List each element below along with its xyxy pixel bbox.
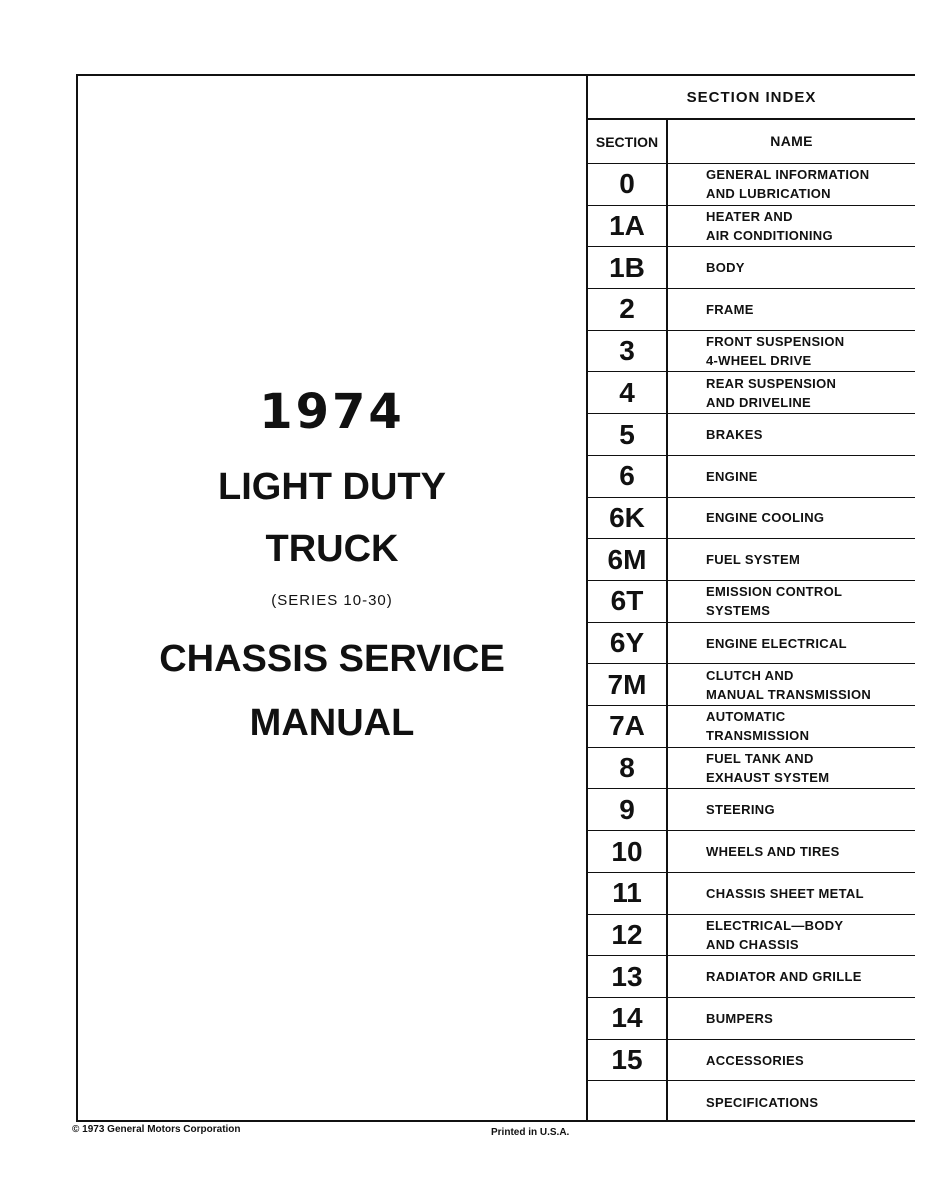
section-name: EMISSION CONTROL SYSTEMS bbox=[706, 584, 843, 619]
section-number: 15 bbox=[611, 1044, 643, 1076]
table-row bbox=[588, 623, 915, 665]
cover-title-2: TRUCK bbox=[265, 528, 399, 570]
section-name: SPECIFICATIONS bbox=[706, 1094, 819, 1110]
section-number: 0 bbox=[619, 168, 635, 200]
section-name: FUEL SYSTEM bbox=[706, 552, 801, 568]
table-row bbox=[588, 247, 915, 289]
printed-note: Printed in U.S.A. bbox=[491, 1127, 570, 1138]
section-index-title: SECTION INDEX bbox=[588, 76, 915, 120]
section-number: 6K bbox=[609, 501, 645, 533]
section-number: 6T bbox=[610, 585, 644, 617]
section-number: 12 bbox=[611, 918, 643, 950]
section-number: 2 bbox=[619, 293, 635, 325]
copyright-note: © 1973 General Motors Corporation bbox=[72, 1124, 241, 1135]
cover-title-1: LIGHT DUTY bbox=[218, 466, 446, 508]
section-name: REAR SUSPENSION AND DRIVELINE bbox=[706, 375, 837, 410]
table-row bbox=[588, 664, 915, 706]
section-number: 6M bbox=[607, 543, 647, 575]
section-number: 7A bbox=[609, 710, 645, 742]
table-row bbox=[588, 1081, 915, 1123]
section-number: 8 bbox=[619, 752, 635, 784]
section-name: FRAME bbox=[706, 301, 754, 317]
table-row bbox=[588, 915, 915, 957]
section-number: 11 bbox=[612, 877, 642, 909]
section-name: ENGINE bbox=[706, 468, 758, 484]
section-index-table bbox=[586, 76, 915, 1120]
section-number: 6Y bbox=[609, 627, 645, 659]
section-name: AUTOMATIC TRANSMISSION bbox=[706, 709, 810, 744]
table-row bbox=[588, 1040, 915, 1082]
section-name: ACCESSORIES bbox=[706, 1052, 804, 1068]
table-row bbox=[588, 790, 915, 832]
section-number: 1A bbox=[609, 210, 645, 242]
table-header-row bbox=[588, 120, 915, 164]
section-number: 14 bbox=[611, 1002, 643, 1034]
section-name: BUMPERS bbox=[706, 1010, 774, 1026]
table-row bbox=[588, 289, 915, 331]
cover-panel bbox=[78, 76, 586, 1120]
section-number bbox=[588, 1081, 666, 1123]
section-name: BRAKES bbox=[706, 427, 763, 443]
section-number: 10 bbox=[611, 835, 643, 867]
section-name: FRONT SUSPENSION 4-WHEEL DRIVE bbox=[706, 334, 845, 369]
section-name: RADIATOR AND GRILLE bbox=[706, 969, 862, 985]
cover-title-3: CHASSIS SERVICE bbox=[159, 638, 505, 680]
column-header-name: NAME bbox=[770, 133, 813, 149]
table-row bbox=[588, 414, 915, 456]
section-name: GENERAL INFORMATION AND LUBRICATION bbox=[706, 167, 870, 202]
section-name: HEATER AND AIR CONDITIONING bbox=[706, 209, 833, 244]
section-number: 5 bbox=[619, 418, 635, 450]
section-name: CHASSIS SHEET METAL bbox=[706, 885, 864, 901]
table-row bbox=[588, 873, 915, 915]
cover-title-4: MANUAL bbox=[249, 702, 415, 744]
table-row bbox=[588, 956, 915, 998]
cover-year: 1974 bbox=[259, 384, 405, 440]
section-name: ENGINE COOLING bbox=[706, 510, 825, 526]
section-number: 1B bbox=[609, 251, 645, 283]
table-row bbox=[588, 998, 915, 1040]
section-name: ELECTRICAL—BODY AND CHASSIS bbox=[706, 917, 844, 952]
table-row bbox=[588, 331, 915, 373]
section-number: 7M bbox=[607, 668, 647, 700]
section-number: 6 bbox=[619, 460, 635, 492]
table-row bbox=[588, 748, 915, 790]
section-number: 13 bbox=[611, 960, 643, 992]
section-name: WHEELS AND TIRES bbox=[706, 844, 840, 860]
cover-series: (SERIES 10-30) bbox=[271, 592, 393, 609]
column-header-section: SECTION bbox=[595, 133, 659, 150]
section-name: STEERING bbox=[706, 802, 775, 818]
section-name: FUEL TANK AND EXHAUST SYSTEM bbox=[706, 751, 830, 786]
section-name: ENGINE ELECTRICAL bbox=[706, 635, 847, 651]
table-row bbox=[588, 831, 915, 873]
section-number: 9 bbox=[619, 793, 635, 825]
table-row bbox=[588, 206, 915, 248]
table-row bbox=[588, 539, 915, 581]
table-row bbox=[588, 373, 915, 415]
section-name: BODY bbox=[706, 260, 745, 276]
section-number: 4 bbox=[619, 376, 635, 408]
section-number: 3 bbox=[619, 335, 635, 367]
section-name: CLUTCH AND MANUAL TRANSMISSION bbox=[706, 667, 872, 702]
table-row bbox=[588, 456, 915, 498]
table-row bbox=[588, 498, 915, 540]
table-row bbox=[588, 706, 915, 748]
table-row bbox=[588, 581, 915, 623]
table-row bbox=[588, 164, 915, 206]
